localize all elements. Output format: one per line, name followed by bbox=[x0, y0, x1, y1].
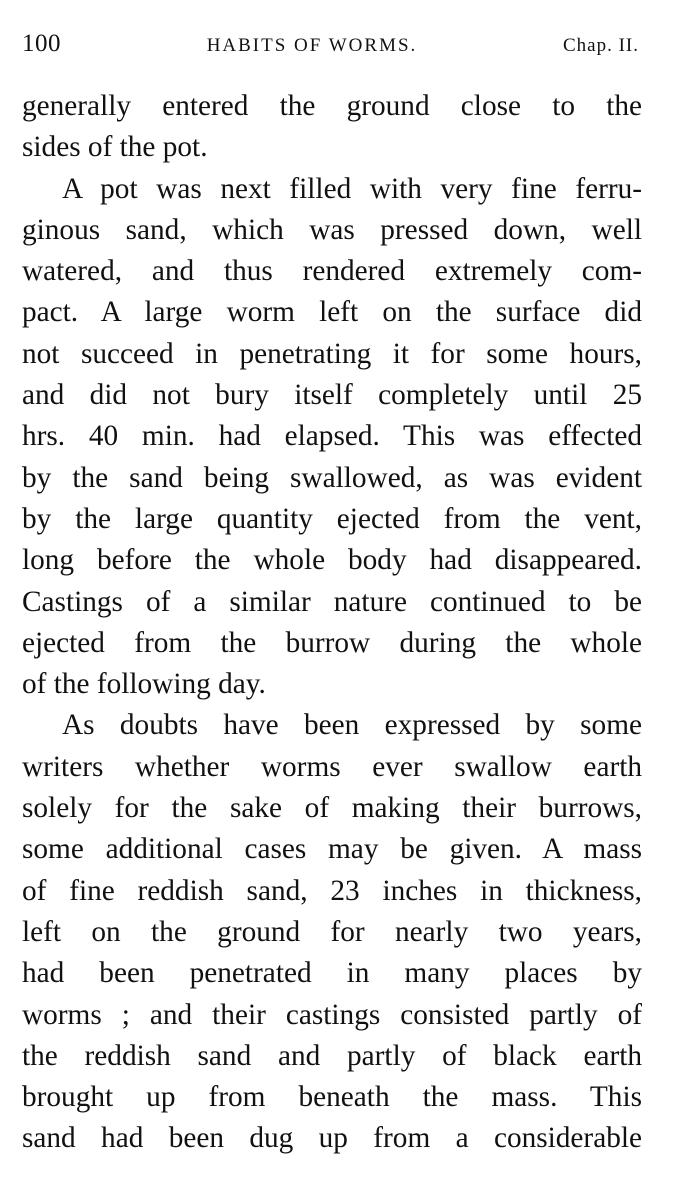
page-number: 100 bbox=[22, 30, 61, 57]
chapter-label: Chap. II. bbox=[562, 35, 639, 56]
text-line: ginous sand, which was pressed down, well bbox=[22, 213, 642, 246]
text-line: hrs. 40 min. had elapsed. This was effected bbox=[22, 420, 642, 453]
text-line: and did not bury itself completely until 25 bbox=[22, 379, 642, 412]
running-title: HABITS OF WORMS. bbox=[206, 35, 418, 56]
text-line: brought up from beneath the mass. This bbox=[22, 1081, 642, 1114]
text-line: sand had been dug up from a considerable bbox=[22, 1122, 642, 1155]
text-line: As doubts have been expressed by some bbox=[62, 709, 642, 742]
text-line: watered, and thus rendered extremely com- bbox=[22, 255, 642, 288]
text-line: by the large quantity ejected from the vent, bbox=[22, 502, 642, 535]
text-line: the reddish sand and partly of black earth bbox=[22, 1039, 642, 1072]
paragraph-doubts bbox=[22, 705, 642, 1159]
text-line: Castings of a similar nature continued to be bbox=[22, 585, 642, 618]
text-line: writers whether worms ever swallow earth bbox=[22, 750, 642, 783]
paragraph-pot-experiment bbox=[22, 169, 642, 706]
text-line: ejected from the burrow during the whole bbox=[22, 626, 642, 659]
text-line: by the sand being swallowed, as was evident bbox=[22, 461, 642, 494]
text-line: of fine reddish sand, 23 inches in thickness, bbox=[22, 874, 642, 907]
text-line: worms ; and their castings consisted partly of bbox=[22, 998, 642, 1031]
page-header bbox=[22, 30, 639, 64]
text-line: some additional cases may be given. A mass bbox=[22, 833, 642, 866]
text-line: solely for the sake of making their burrows, bbox=[22, 792, 642, 825]
text-line: of the following day. bbox=[22, 668, 266, 701]
text-line: long before the whole body had disappeared. bbox=[22, 544, 642, 577]
text-line: had been penetrated in many places by bbox=[22, 957, 642, 990]
text-line: left on the ground for nearly two years, bbox=[22, 915, 642, 948]
text-line: pact. A large worm left on the surface did bbox=[22, 296, 642, 329]
text-line: not succeed in penetrating it for some hours, bbox=[22, 337, 642, 370]
text-line: sides of the pot. bbox=[22, 131, 208, 164]
text-line: A pot was next filled with very fine ferru- bbox=[62, 172, 642, 205]
text-line: generally entered the ground close to the bbox=[22, 90, 642, 122]
page-body bbox=[22, 86, 642, 1160]
paragraph-continuation bbox=[22, 86, 642, 169]
